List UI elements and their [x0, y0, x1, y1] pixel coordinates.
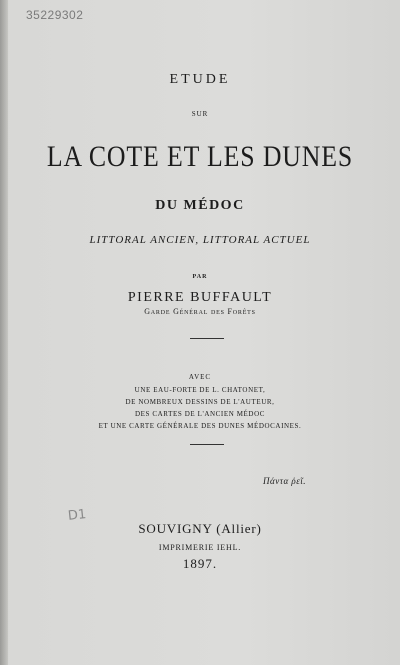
author-title: Garde Général des Forêts: [144, 307, 256, 316]
contents-line: DES CARTES DE L'ANCIEN MÉDOC: [134, 410, 266, 418]
subtitle: DU MÉDOC: [155, 198, 245, 213]
printer-name: IMPRIMERIE IEHL.: [158, 543, 242, 552]
main-title: LA COTE ET LES DUNES: [46, 140, 354, 173]
contents-line: ET UNE CARTE GÉNÉRALE DES DUNES MÉDOCAINES.: [98, 422, 302, 430]
description: LITTORAL ANCIEN, LITTORAL ACTUEL: [89, 234, 311, 246]
divider-rule: [190, 338, 224, 339]
heading-sur: SUR: [191, 110, 209, 118]
contents-list: [0, 384, 400, 432]
publication-city: SOUVIGNY (Allier): [138, 521, 262, 536]
contents-line: DE NOMBREUX DESSINS DE L'AUTEUR,: [125, 398, 275, 406]
shelfmark-stamp: 35229302: [26, 8, 84, 22]
with-label: AVEC: [188, 373, 212, 381]
greek-motto: Πάντα ῥεῖ.: [263, 476, 307, 486]
author-name: PIERRE BUFFAULT: [127, 290, 273, 305]
publication-year: 1897.: [182, 556, 218, 571]
pencil-note: D1: [67, 507, 88, 524]
contents-line: UNE EAU-FORTE DE L. CHATONET,: [134, 386, 266, 394]
heading-etude: ETUDE: [169, 72, 231, 87]
divider-rule: [190, 444, 224, 445]
by-label: PAR: [192, 274, 208, 280]
